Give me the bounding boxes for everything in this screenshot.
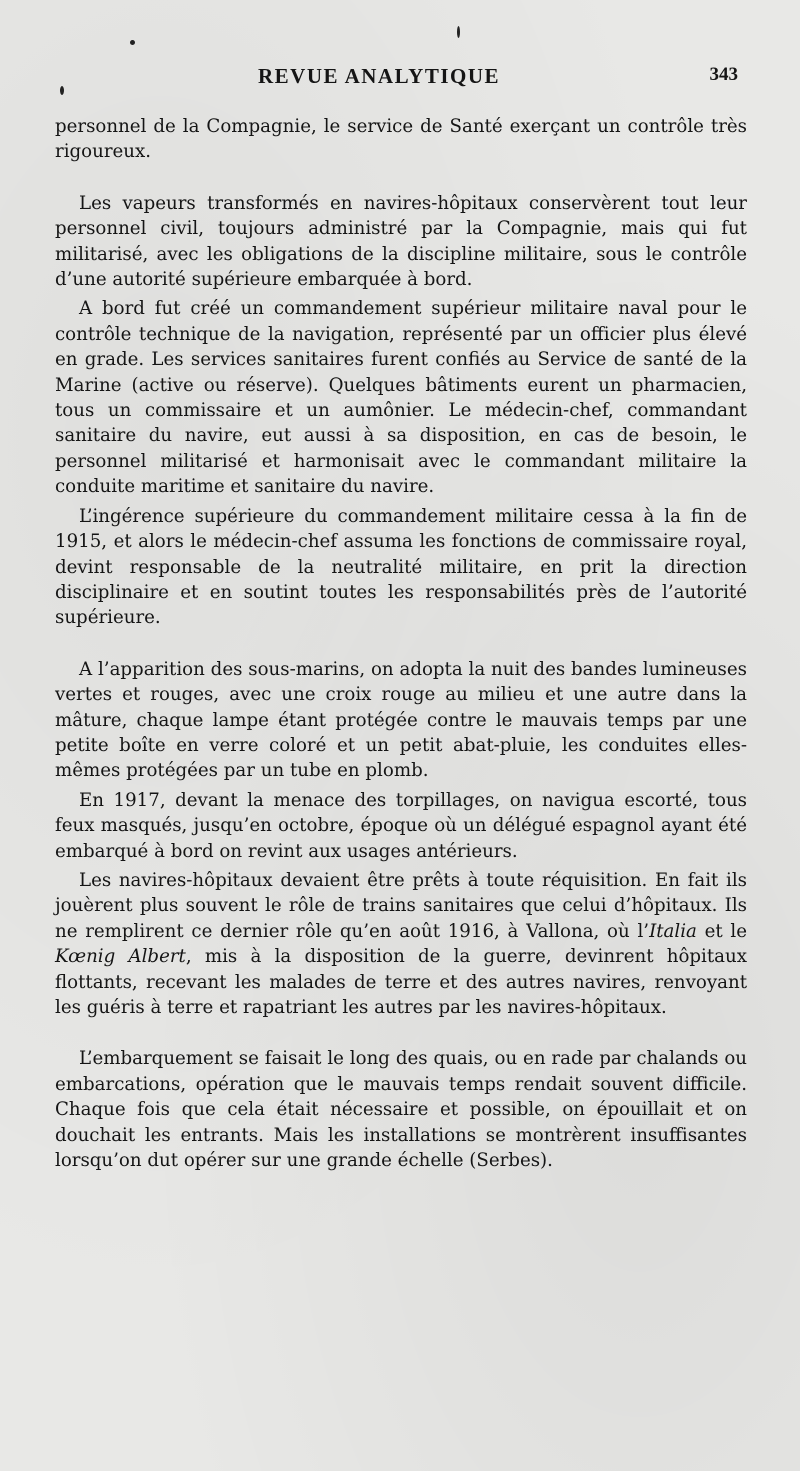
- paragraph-text: , mis à la disposition de la guerre, devinrent hôpitaux flottants, recevant les malades de terre et des autres navires, renvoyant les guéris à terre et rapatriant les autres par les navires-hôpitaux.: [55, 946, 748, 1018]
- body-text: [55, 114, 747, 1173]
- ship-name: Italia: [649, 920, 697, 942]
- running-title: REVUE ANALYTIQUE: [258, 64, 501, 88]
- paragraph: personnel de la Compagnie, le service de Santé exerçant un contrôle très rigoureux.: [55, 116, 747, 163]
- paragraph: Les vapeurs transformés en navires-hôpitaux conservèrent tout leur personnel civil, toujours administré par la Compagnie, mais qui fut militarisé, avec les obligations de la discipline militaire, sous le contrôle d’une autorité supérieure embarquée à bord.: [55, 192, 747, 291]
- paragraph-text: et le: [696, 920, 748, 942]
- ship-name: Kœnig Albert: [55, 946, 186, 968]
- paragraph: En 1917, devant la menace des torpillages, on navigua escorté, tous feux masqués, jusqu’en octobre, époque où un délégué espagnol ayant été embarqué à bord on revint aux usages antérieurs.: [55, 789, 747, 862]
- paragraph-text: Les navires-hôpitaux devaient être prêts à toute réquisition. En fait ils jouèrent plus souvent le rôle de trains sanitaires que celui d’hôpitaux. Ils ne remplirent ce dernier rôle qu’en août 1916, à Vallona, où l’: [55, 869, 747, 942]
- paragraph: L’ingérence supérieure du commandement militaire cessa à la fin de 1915, et alors le médecin-chef assuma les fonctions de commissaire royal, devint responsable de la neutralité militaire, en prit la direction disciplinaire et en soutint toutes les responsabilités près de l’autorité supérieure.: [55, 505, 747, 629]
- ink-speck: [130, 40, 135, 45]
- ink-speck: [457, 26, 460, 38]
- page-header: [58, 64, 738, 94]
- paragraph: [55, 868, 747, 1020]
- paragraph: L’embarquement se faisait le long des quais, ou en rade par chalands ou embarcations, opération que le mauvais temps rendait souvent difficile. Chaque fois que cela était nécessaire et possible, on épouillait et on douchait les entrants. Mais les installations se montrèrent insuffisantes lorsqu’on dut opérer sur une grande échelle (Serbes).: [55, 1048, 747, 1172]
- paragraph: A bord fut créé un commandement supérieur militaire naval pour le contrôle technique de la navigation, représenté par un officier plus élevé en grade. Les services sanitaires furent confiés au Service de santé de la Marine (active ou réserve). Quelques bâtiments eurent un pharmacien, tous un commissaire et un aumônier. Le médecin-chef, commandant sanitaire du navire, eut aussi à sa disposition, en cas de besoin, le personnel militarisé et harmonisait avec le commandant militaire la conduite maritime et sanitaire du navire.: [55, 298, 747, 498]
- paragraph: A l’apparition des sous-marins, on adopta la nuit des bandes lumineuses vertes et rouges, avec une croix rouge au milieu et une autre dans la mâture, chaque lampe étant protégée contre le mauvais temps par une petite boîte en verre coloré et un petit abat-pluie, les conduites elles-mêmes protégées par un tube en plomb.: [55, 658, 747, 782]
- page-number: 343: [709, 64, 738, 85]
